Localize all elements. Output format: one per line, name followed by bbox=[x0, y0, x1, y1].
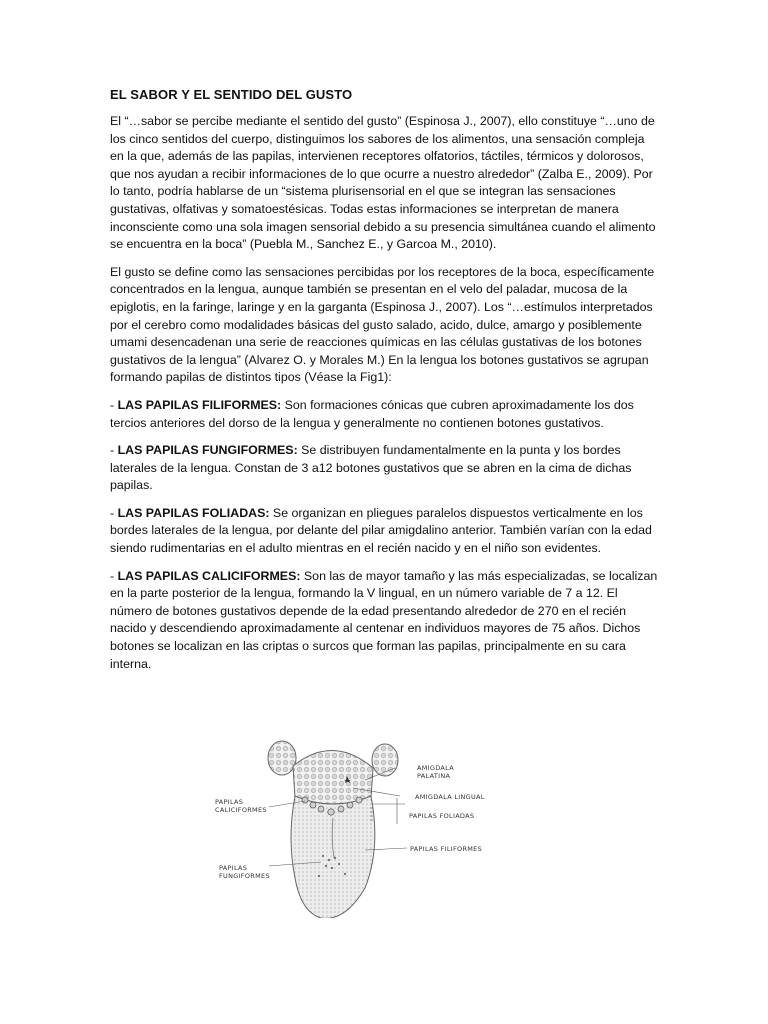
label-line: PALATINA bbox=[417, 771, 451, 780]
list-item-foliadas bbox=[110, 505, 658, 558]
label-amigdala-palatina bbox=[417, 765, 454, 780]
document-title: EL SABOR Y EL SENTIDO DEL GUSTO bbox=[110, 87, 353, 102]
list-bullet: - bbox=[110, 443, 118, 458]
label-papilas-filiformes: PAPILAS FILIFORMES bbox=[410, 845, 483, 853]
label-line: AMIGDALA bbox=[417, 764, 454, 772]
label-line: PAPILAS bbox=[219, 864, 248, 872]
list-bullet: - bbox=[110, 505, 118, 520]
list-bullet: - bbox=[110, 568, 118, 583]
list-item-caliciformes bbox=[110, 568, 658, 674]
label-papilas-caliciformes bbox=[215, 799, 267, 814]
document-body bbox=[110, 86, 658, 683]
item-text: Se organizan en pliegues paralelos dispuestos verticalmente en los bordes laterales de la lengua, por delante del pilar amigdalino anterior. También varían con la edad siendo rudimentarias en el adulto mientras en el recién nacido y en el niño son evidentes. bbox=[110, 505, 652, 556]
label-line: CALICIFORMES bbox=[215, 805, 267, 814]
paragraph-1: El “…sabor se percibe mediante el sentido del gusto” (Espinosa J., 2007), ello constituye “…uno de los cinco sentidos del cuerpo, distinguimos los sabores de los alimentos, una sensación compleja en la que, además de las papilas, intervienen receptores olfatorios, táctiles, térmicos y dolorosos, que nos ayudan a recibir informaciones de lo que ocurre a nuestro alrededor” (Zalba E., 2009). Por lo tanto, podría hablarse de un “sistema plurisensorial en el que se integran las sensaciones gustativas, olfativas y somatoestésicas. Todas estas informaciones se interpretan de manera inconsciente como una sola imagen sensorial debido a su presencia simultánea cuando el alimento se encuentra en la boca” (Puebla M., Sanchez E., y Garcoa M., 2010). bbox=[110, 114, 656, 252]
right-tonsil bbox=[372, 744, 398, 776]
item-heading: LAS PAPILAS FOLIADAS: bbox=[117, 505, 270, 520]
item-heading: LAS PAPILAS CALICIFORMES: bbox=[117, 568, 301, 583]
label-papilas-foliadas: PAPILAS FOLIADAS bbox=[409, 812, 475, 820]
item-text: Son las de mayor tamaño y las más especializadas, se localizan en la parte posterior de la lengua, formando la V lingual, en un número variable de 7 a 12. El número de botones gustativos depende de la edad presentando alrededor de 270 en el recién nacido y descendiendo aproximadamente al centenar en individuos mayores de 75 años. Dichos botones se localizan en las criptas o surcos que forman las papilas, principalmente en su cara interna. bbox=[110, 568, 658, 671]
item-text: Son formaciones cónicas que cubren aproximadamente los dos tercios anteriores del dorso de la lengua y generalmente no contienen botones gustativos. bbox=[110, 397, 634, 430]
label-line: FUNGIFORMES bbox=[219, 871, 270, 880]
paragraph-2: El gusto se define como las sensaciones percibidas por los receptores de la boca, específicamente concentrados en la lengua, aunque también se presentan en el velo del paladar, mucosa de la epiglotis, en la faringe, laringe y en la garganta (Espinosa J., 2007). Los “…estímulos interpretados por el cerebro como modalidades básicas del gusto salado, acido, dulce, amargo y posiblemente umami desencadenan una serie de reacciones químicas en las células gustativas de los botones gustativos de la lengua” (Alvarez O. y Morales M.) En la lengua los botones gustativos se agrupan formando papilas de distintos tipos (Véase la Fig1): bbox=[110, 264, 655, 385]
label-line: PAPILAS bbox=[215, 798, 244, 806]
label-amigdala-lingual: AMIGDALA LINGUAL bbox=[415, 793, 485, 801]
item-heading: LAS PAPILAS FILIFORMES: bbox=[117, 397, 282, 412]
list-bullet: - bbox=[110, 397, 118, 412]
tongue-figure bbox=[205, 738, 505, 918]
label-papilas-fungiformes bbox=[219, 865, 270, 880]
tongue-illustration bbox=[205, 738, 505, 918]
item-text: Se distribuyen fundamentalmente en la punta y los bordes laterales de la lengua. Constan de 3 a12 botones gustativos que se abren en la cima de dichas papilas. bbox=[110, 443, 632, 493]
tongue-base bbox=[293, 750, 373, 804]
item-heading: LAS PAPILAS FUNGIFORMES: bbox=[117, 443, 298, 458]
left-tonsil bbox=[268, 741, 296, 775]
list-item-filiformes bbox=[110, 397, 658, 432]
list-item-fungiformes bbox=[110, 442, 658, 495]
